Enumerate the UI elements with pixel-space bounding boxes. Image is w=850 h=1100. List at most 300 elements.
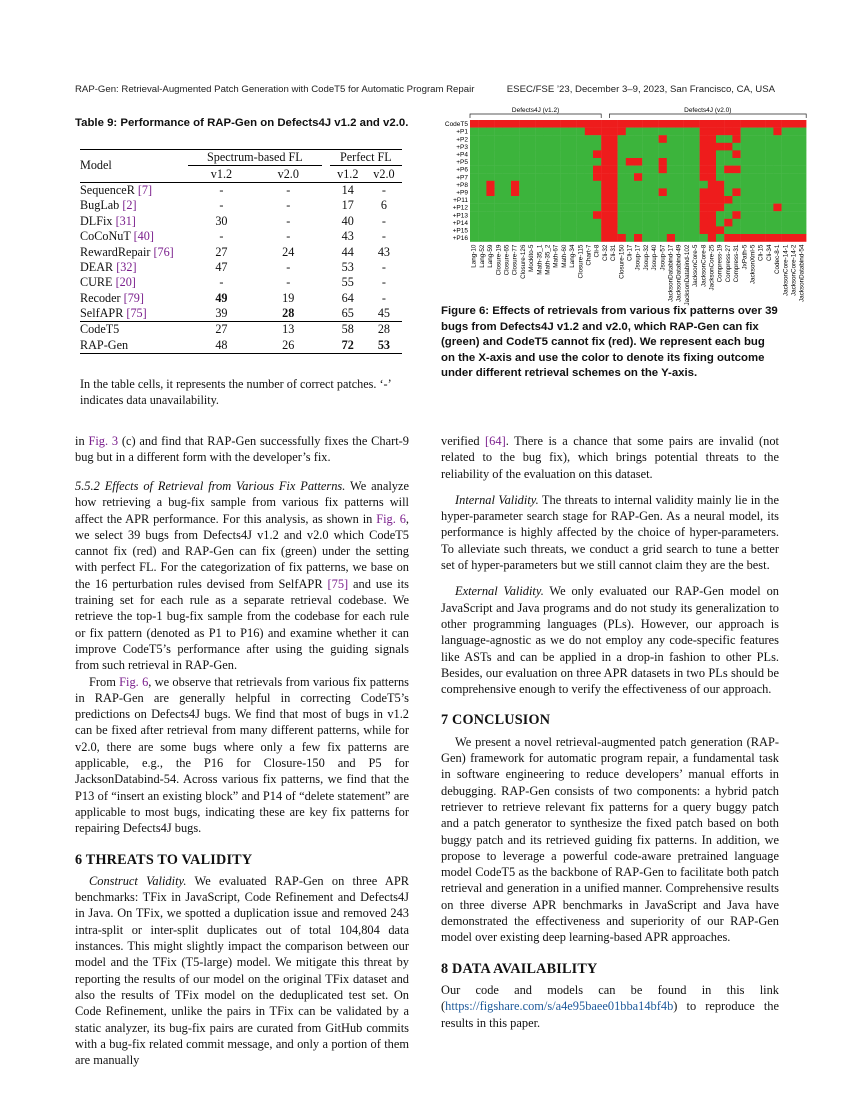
table-cell: - [286, 198, 291, 213]
heatmap-cell-not-fixed [757, 234, 765, 242]
heatmap-cell-fixed [519, 181, 527, 189]
heatmap-cell-fixed [757, 173, 765, 181]
heatmap-cell-fixed [790, 173, 798, 181]
heatmap-cell-fixed [782, 219, 790, 227]
heatmap-cell-fixed [470, 181, 478, 189]
heatmap-cell-fixed [683, 226, 691, 234]
heatmap-cell-fixed [470, 173, 478, 181]
heatmap-cell-fixed [486, 173, 494, 181]
heatmap-cell-fixed [790, 219, 798, 227]
heatmap-cell-fixed [618, 166, 626, 174]
heatmap-cell-fixed [495, 150, 503, 158]
heatmap-cell-not-fixed [626, 158, 634, 166]
heatmap-cell-not-fixed [716, 204, 724, 212]
heatmap-cell-fixed [618, 173, 626, 181]
heatmap-cell-fixed [634, 150, 642, 158]
heatmap-cell-fixed [757, 158, 765, 166]
heatmap-cell-fixed [527, 196, 535, 204]
heatmap-cell-fixed [577, 181, 585, 189]
paragraph-text: The threats to internal validity mainly lie in the hyper-parameter search stage for RAP-Gen. As a neural model, its performance is highly affected by the choice of hyper-parameters. To alleviate such threats, we conduct a grid search to tune a better set of hyper-parameters but we still cannot claim they are the best. [441, 492, 779, 573]
table-row [80, 322, 402, 338]
heatmap-cell-fixed [470, 128, 478, 136]
heatmap-cell-fixed [675, 158, 683, 166]
heatmap-cell-fixed [634, 226, 642, 234]
model-name: SequenceR [7] [80, 182, 188, 198]
right-column [441, 433, 779, 1031]
x-tick-label: JxPath-5 [741, 244, 749, 270]
heatmap-cell-not-fixed [700, 128, 708, 136]
heatmap-cell-fixed [650, 166, 658, 174]
paragraph-text: and use its training set for each rule as a separate retrieval codebase. We retrieve the top-1 bug-fix sample from the codebase for each rule or fix pattern (denoted as P1 to P16) and examine whether it can improve CodeT5’s performance after using the guiding signals from such retrieval in RAP-Gen. [75, 576, 409, 673]
heatmap-cell-fixed [741, 204, 749, 212]
fig-ref-link[interactable]: Fig. 6 [119, 674, 149, 689]
heatmap-cell-not-fixed [724, 234, 732, 242]
table-row [80, 214, 402, 229]
citation-link[interactable]: [75] [126, 306, 147, 321]
heatmap-cell-fixed [552, 143, 560, 151]
heatmap-cell-fixed [798, 143, 806, 151]
heatmap-cell-fixed [741, 181, 749, 189]
heatmap-cell-fixed [577, 158, 585, 166]
heatmap-cell-fixed [568, 219, 576, 227]
left-column-sec552 [75, 478, 409, 1068]
heatmap-cell-fixed [741, 211, 749, 219]
x-tick-label: Closure-150 [618, 244, 626, 279]
heatmap-cell-not-fixed [708, 143, 716, 151]
heatmap-cell-fixed [593, 219, 601, 227]
heatmap-cell-fixed [782, 173, 790, 181]
heatmap-cell-fixed [593, 188, 601, 196]
heatmap-cell-not-fixed [700, 150, 708, 158]
heatmap-cell-not-fixed [659, 158, 667, 166]
heatmap-cell-not-fixed [593, 120, 601, 128]
heatmap-cell-fixed [519, 128, 527, 136]
heatmap-cell-not-fixed [741, 234, 749, 242]
heatmap-cell-fixed [577, 219, 585, 227]
citation-link[interactable]: [20] [115, 275, 136, 290]
heatmap-cell-fixed [536, 234, 544, 242]
heatmap-cell-fixed [503, 196, 511, 204]
heatmap-cell-not-fixed [659, 166, 667, 174]
heatmap-cell-not-fixed [560, 120, 568, 128]
table-row [80, 182, 402, 198]
heatmap-cell-fixed [757, 143, 765, 151]
heatmap-cell-fixed [536, 181, 544, 189]
heatmap-cell-fixed [667, 135, 675, 143]
table-cell: 19 [282, 290, 295, 305]
heatmap-cell-not-fixed [593, 166, 601, 174]
heatmap-cell-fixed [667, 173, 675, 181]
heatmap-cell-fixed [618, 188, 626, 196]
heatmap-cell-not-fixed [732, 128, 740, 136]
heatmap-cell-fixed [552, 173, 560, 181]
heatmap-cell-not-fixed [765, 234, 773, 242]
citation-link[interactable]: [79] [123, 290, 144, 305]
heatmap-cell-not-fixed [700, 158, 708, 166]
heatmap-cell-not-fixed [708, 150, 716, 158]
citation-link[interactable]: [76] [153, 244, 174, 259]
heatmap-cell-fixed [560, 173, 568, 181]
heatmap-cell-fixed [675, 181, 683, 189]
paragraph-text: We only evaluated our RAP-Gen model on JavaScript and Java programs and do not study its generalization to other programming languages (PLs). However, our approach is language-agnostic as we do not employ any code-specific features like ASTs and can be applied in a drop-in fashion to other PLs. Besides, our evaluation on three APR datasets in two PLs should be comprehensive enough to verify the effectiveness of our approach. [441, 584, 779, 697]
heatmap-cell-not-fixed [716, 188, 724, 196]
heatmap-cell-fixed [683, 135, 691, 143]
heatmap-cell-fixed [749, 211, 757, 219]
heatmap-cell-fixed [495, 234, 503, 242]
heatmap-cell-not-fixed [552, 120, 560, 128]
citation-link[interactable]: [75] [327, 576, 349, 591]
heatmap-cell-fixed [667, 158, 675, 166]
heatmap-cell-fixed [790, 150, 798, 158]
fig-ref-link[interactable]: Fig. 6 [376, 511, 406, 526]
heatmap-cell-fixed [527, 226, 535, 234]
heatmap-cell-fixed [683, 234, 691, 242]
x-tick-label: Math-60 [560, 244, 568, 268]
heatmap-cell-not-fixed [601, 219, 609, 227]
paragraph [441, 982, 779, 1031]
heatmap-cell-fixed [691, 143, 699, 151]
heatmap-cell-fixed [470, 226, 478, 234]
heatmap-cell-fixed [650, 188, 658, 196]
table-cell: 47 [215, 259, 228, 274]
heatmap-cell-fixed [675, 143, 683, 151]
data-link[interactable]: https://figshare.com/s/a4e95baee01bba14bf4b [445, 999, 674, 1014]
heatmap-cell-fixed [560, 211, 568, 219]
heatmap-cell-fixed [691, 188, 699, 196]
y-tick-label: +P6 [456, 166, 468, 174]
heatmap-cell-fixed [470, 158, 478, 166]
heatmap-cell-fixed [536, 143, 544, 151]
heatmap-cell-fixed [659, 143, 667, 151]
heatmap-cell-fixed [675, 188, 683, 196]
heatmap-cell-fixed [478, 226, 486, 234]
heatmap-cell-not-fixed [601, 211, 609, 219]
heatmap-cell-fixed [593, 158, 601, 166]
heatmap-cell-fixed [626, 196, 634, 204]
heatmap-cell-fixed [544, 204, 552, 212]
heatmap-cell-fixed [732, 173, 740, 181]
heatmap-cell-fixed [470, 166, 478, 174]
y-tick-label: +P16 [452, 235, 468, 243]
heatmap-cell-fixed [716, 211, 724, 219]
table-cell: 6 [380, 198, 387, 213]
table-cell: - [381, 275, 386, 290]
heatmap-cell-fixed [765, 128, 773, 136]
heatmap-cell-not-fixed [716, 143, 724, 151]
table-cell: - [188, 182, 255, 198]
heatmap-cell-not-fixed [773, 234, 781, 242]
heatmap-cell-fixed [782, 166, 790, 174]
heatmap-cell-fixed [741, 173, 749, 181]
heatmap-cell-fixed [626, 135, 634, 143]
heatmap-cell-not-fixed [659, 135, 667, 143]
heatmap-cell-fixed [560, 166, 568, 174]
heatmap-cell-not-fixed [609, 196, 617, 204]
heatmap-cell-fixed [634, 211, 642, 219]
heatmap-cell-fixed [683, 181, 691, 189]
heatmap-cell-fixed [716, 219, 724, 227]
heatmap-cell-fixed [511, 226, 519, 234]
heatmap-cell-fixed [683, 196, 691, 204]
table-cell: 43 [341, 229, 354, 244]
heatmap-cell-fixed [765, 226, 773, 234]
running-header-venue: ESEC/FSE ’23, December 3–9, 2023, San Francisco, CA, USA [506, 84, 775, 95]
heatmap-cell-fixed [486, 226, 494, 234]
heatmap-cell-fixed [634, 143, 642, 151]
heatmap-cell-not-fixed [773, 204, 781, 212]
heatmap-cell-fixed [568, 188, 576, 196]
heatmap-cell-fixed [716, 150, 724, 158]
x-tick-label: JacksonDatabind-17 [667, 244, 675, 303]
heatmap-cell-fixed [650, 234, 658, 242]
table-cell: 28 [282, 306, 295, 321]
citation-link[interactable]: [31] [115, 213, 136, 228]
heatmap-cell-fixed [593, 143, 601, 151]
heatmap-cell-fixed [650, 143, 658, 151]
heatmap-cell-not-fixed [626, 120, 634, 128]
heatmap-cell-fixed [470, 150, 478, 158]
heatmap-cell-fixed [519, 204, 527, 212]
heatmap-cell-fixed [503, 158, 511, 166]
heatmap-cell-fixed [560, 226, 568, 234]
heatmap-cell-fixed [560, 234, 568, 242]
heatmap-cell-fixed [618, 204, 626, 212]
heatmap-cell-fixed [552, 150, 560, 158]
table-caption: Table 9: Performance of RAP-Gen on Defects4J v1.2 and v2.0. [75, 117, 409, 129]
paragraph-title: Construct Validity. [89, 873, 187, 888]
x-tick-label: Closure-115 [577, 244, 585, 279]
x-tick-label: JacksonCore-14-2 [790, 244, 798, 297]
heatmap-cell-fixed [511, 128, 519, 136]
heatmap-cell-fixed [716, 158, 724, 166]
x-tick-label: JacksonCore-14-1 [782, 244, 790, 297]
table-cell: 26 [255, 338, 322, 354]
heatmap-cell-fixed [486, 211, 494, 219]
heatmap-cell-fixed [585, 181, 593, 189]
table-cell: - [219, 229, 224, 244]
heatmap-cell-fixed [503, 226, 511, 234]
heatmap-cell-fixed [626, 166, 634, 174]
paragraph-text: ) to reproduce the results in this paper. [441, 999, 779, 1030]
heatmap-cell-fixed [790, 204, 798, 212]
heatmap-cell-fixed [560, 204, 568, 212]
citation-link[interactable]: [32] [116, 259, 137, 274]
heatmap-cell-not-fixed [609, 150, 617, 158]
table-cell: - [366, 182, 402, 198]
heatmap-cell-fixed [675, 135, 683, 143]
heatmap-cell-fixed [642, 204, 650, 212]
heatmap-cell-not-fixed [773, 120, 781, 128]
heatmap-cell-fixed [691, 128, 699, 136]
heatmap-cell-fixed [568, 226, 576, 234]
heatmap-cell-not-fixed [708, 181, 716, 189]
heatmap-cell-fixed [790, 128, 798, 136]
heatmap-cell-fixed [782, 181, 790, 189]
heatmap-cell-fixed [552, 166, 560, 174]
heatmap-cell-fixed [765, 143, 773, 151]
model-name: DEAR [32] [80, 259, 137, 274]
heatmap-cell-fixed [790, 226, 798, 234]
heatmap-cell-fixed [773, 150, 781, 158]
heatmap-cell-not-fixed [495, 120, 503, 128]
citation-link[interactable]: [2] [122, 198, 137, 213]
heatmap-cell-fixed [536, 219, 544, 227]
heatmap-cell-not-fixed [732, 150, 740, 158]
heatmap-cell-fixed [765, 166, 773, 174]
heatmap-cell-fixed [511, 204, 519, 212]
heatmap-cell-not-fixed [601, 120, 609, 128]
heatmap-cell-fixed [683, 150, 691, 158]
heatmap-cell-fixed [683, 188, 691, 196]
heatmap-cell-fixed [683, 173, 691, 181]
table-cell: - [286, 213, 291, 228]
heatmap-cell-fixed [691, 211, 699, 219]
heatmap-cell-fixed [790, 211, 798, 219]
heatmap-cell-fixed [519, 143, 527, 151]
heatmap-cell-not-fixed [765, 120, 773, 128]
paragraph-text: , we select 39 bugs from Defects4J v1.2 and v2.0 which CodeT5 cannot fix (red) and RAP-Gen can fix (green) under the setting with perfect FL. For the categorization of fix patterns, we base on the 16 perturbation rules devised from SelfAPR [75, 511, 410, 591]
heatmap-cell-fixed [544, 150, 552, 158]
heatmap-cell-not-fixed [609, 234, 617, 242]
heatmap-cell-fixed [659, 234, 667, 242]
x-tick-label: Lang-59 [487, 244, 495, 268]
heatmap-cell-fixed [618, 211, 626, 219]
table-cell: 30 [215, 213, 228, 228]
heatmap-cell-not-fixed [577, 120, 585, 128]
y-tick-label: +P5 [456, 159, 468, 167]
heatmap-cell-not-fixed [675, 120, 683, 128]
heatmap-cell-fixed [765, 219, 773, 227]
heatmap-cell-fixed [478, 128, 486, 136]
heatmap-cell-not-fixed [601, 143, 609, 151]
heatmap-cell-fixed [495, 188, 503, 196]
heatmap-cell-not-fixed [601, 226, 609, 234]
x-tick-label: Lang-52 [478, 244, 486, 268]
heatmap-cell-fixed [544, 226, 552, 234]
x-tick-label: Closure-19 [495, 244, 503, 276]
heatmap-cell-fixed [503, 150, 511, 158]
heatmap-cell-fixed [659, 219, 667, 227]
heatmap-cell-fixed [757, 135, 765, 143]
heatmap-cell-fixed [790, 188, 798, 196]
heatmap-cell-fixed [749, 128, 757, 136]
heatmap-cell-fixed [683, 211, 691, 219]
table-cell: 58 [330, 322, 366, 338]
model-name: DLFix [31] [80, 213, 136, 228]
heatmap-cell-fixed [642, 166, 650, 174]
heatmap-cell-not-fixed [593, 150, 601, 158]
heatmap-cell-fixed [552, 181, 560, 189]
heatmap-cell-fixed [700, 181, 708, 189]
heatmap-cell-not-fixed [609, 120, 617, 128]
table-cell: - [219, 198, 224, 213]
heatmap-cell-fixed [486, 219, 494, 227]
heatmap-cell-fixed [585, 211, 593, 219]
col-header-model: Model [80, 150, 188, 183]
heatmap-cell-fixed [782, 211, 790, 219]
heatmap-cell-not-fixed [716, 181, 724, 189]
heatmap-cell-not-fixed [691, 120, 699, 128]
heatmap-cell-fixed [741, 219, 749, 227]
heatmap-cell-fixed [667, 188, 675, 196]
heatmap-cell-fixed [683, 128, 691, 136]
heatmap-cell-not-fixed [486, 188, 494, 196]
x-tick-label: Closure-126 [519, 244, 527, 279]
paragraph [75, 478, 409, 674]
heatmap-cell-not-fixed [757, 120, 765, 128]
heatmap-cell-fixed [683, 204, 691, 212]
heatmap-cell-not-fixed [708, 135, 716, 143]
x-tick-label: JacksonCore-25 [708, 244, 716, 291]
heatmap-cell-fixed [527, 166, 535, 174]
heatmap-cell-fixed [478, 188, 486, 196]
section-heading: 8 DATA AVAILABILITY [441, 960, 598, 977]
citation-link[interactable]: [7] [137, 182, 153, 197]
heatmap-cell-fixed [552, 135, 560, 143]
heatmap-cell-fixed [478, 135, 486, 143]
heatmap-cell-fixed [544, 158, 552, 166]
heatmap-cell-fixed [650, 128, 658, 136]
paragraph-text: . There is a chance that some pairs are invalid (not related to the bug fix), which brings potential threats to the reliability of the evaluation on this dataset. [441, 434, 780, 481]
heatmap-cell-fixed [560, 128, 568, 136]
heatmap-cell-not-fixed [700, 135, 708, 143]
heatmap-cell-fixed [691, 135, 699, 143]
citation-link[interactable]: [64] [485, 434, 506, 448]
fig-ref-link[interactable]: Fig. 3 [88, 434, 119, 448]
model-name: RAP-Gen [80, 338, 188, 354]
subsection-title: 5.5.2 Effects of Retrieval from Various Fix Patterns. [75, 479, 346, 493]
heatmap-cell-not-fixed [609, 226, 617, 234]
heatmap-cell-fixed [478, 234, 486, 242]
heatmap-cell-not-fixed [609, 166, 617, 174]
col-header-perfect-fl: Perfect FL [330, 150, 402, 166]
heatmap-cell-fixed [667, 143, 675, 151]
paragraph [441, 492, 779, 573]
heatmap-cell-fixed [618, 150, 626, 158]
heatmap-cell-fixed [798, 188, 806, 196]
heatmap-cell-not-fixed [609, 219, 617, 227]
heatmap-cell-fixed [593, 204, 601, 212]
heatmap-cell-fixed [544, 135, 552, 143]
x-tick-label: Jsoup-32 [642, 244, 650, 271]
heatmap-cell-fixed [519, 211, 527, 219]
heatmap-cell-fixed [749, 226, 757, 234]
heatmap-cell-fixed [634, 128, 642, 136]
heatmap-cell-not-fixed [609, 128, 617, 136]
heatmap-cell-fixed [741, 196, 749, 204]
heatmap-cell-not-fixed [700, 120, 708, 128]
heatmap-cell-not-fixed [609, 135, 617, 143]
heatmap-cell-fixed [724, 204, 732, 212]
heatmap-cell-fixed [667, 211, 675, 219]
heatmap-cell-fixed [798, 128, 806, 136]
heatmap-cell-fixed [691, 196, 699, 204]
heatmap-cell-fixed [527, 204, 535, 212]
table-cell: - [286, 259, 291, 274]
heatmap-cell-fixed [798, 196, 806, 204]
heatmap-cell-fixed [519, 173, 527, 181]
heatmap-cell-fixed [536, 188, 544, 196]
heatmap-cell-fixed [511, 173, 519, 181]
x-tick-label: Cli-32 [601, 244, 609, 262]
table-cell: 64 [341, 290, 354, 305]
heatmap-cell-not-fixed [708, 219, 716, 227]
heatmap-cell-fixed [773, 143, 781, 151]
heatmap-cell-not-fixed [700, 196, 708, 204]
citation-link[interactable]: [40] [133, 229, 154, 244]
heatmap-cell-not-fixed [749, 120, 757, 128]
heatmap-cell-fixed [568, 211, 576, 219]
